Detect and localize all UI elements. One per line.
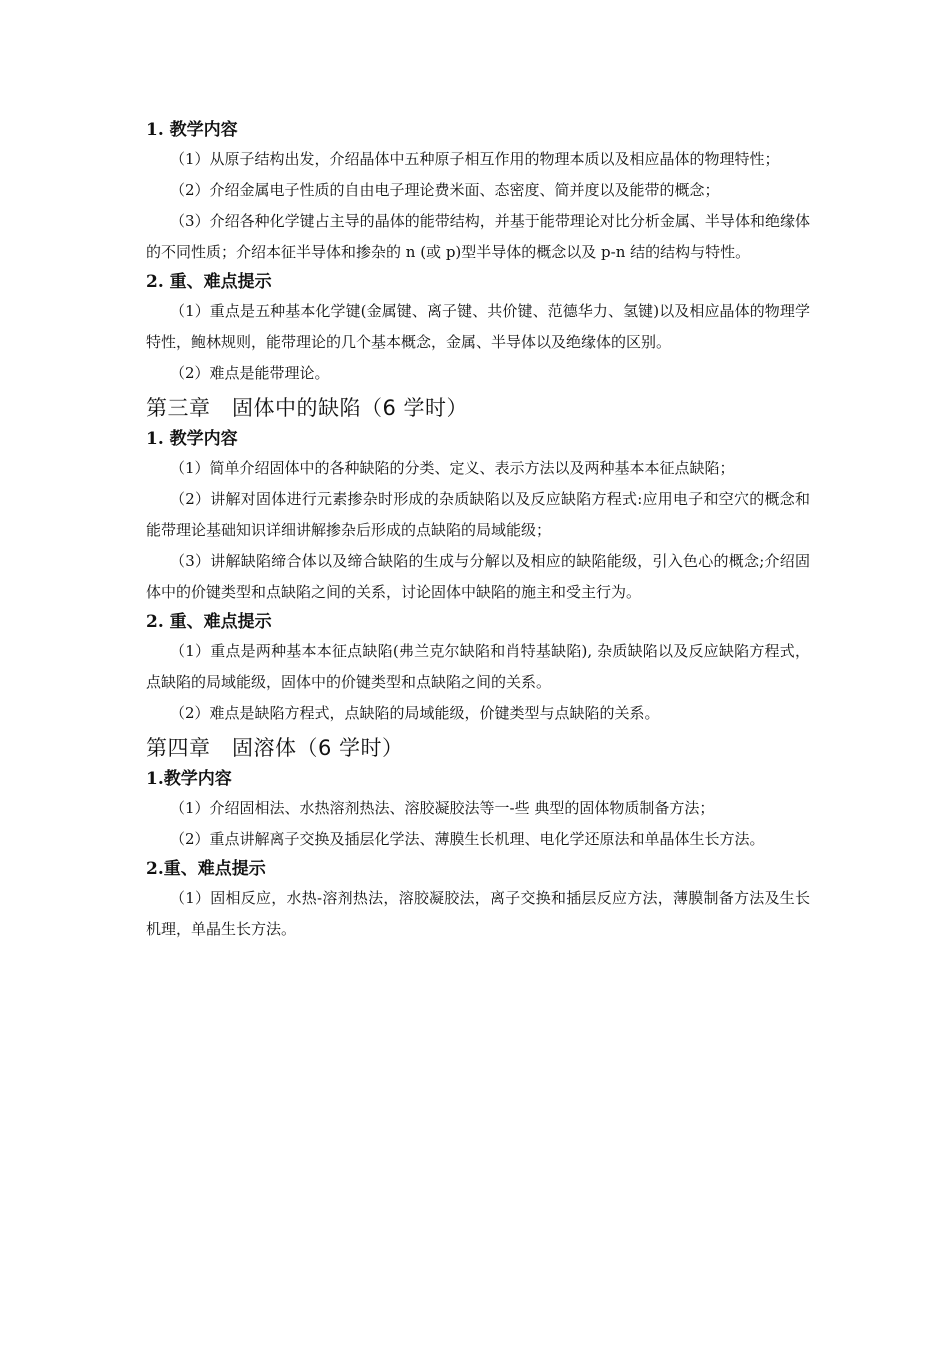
section-heading-key-points: 2. 重、难点提示 bbox=[146, 272, 272, 292]
paragraph: （2）重点讲解离子交换及插层化学法、薄膜生长机理、电化学还原法和单晶体生长方法。 bbox=[170, 830, 765, 848]
paragraph: （1）固相反应，水热-溶剂热法，溶胶凝胶法，离子交换和插层反应方法，薄膜制备方法及生长机理，单晶生长方法。 bbox=[146, 889, 810, 938]
paragraph: （2）难点是能带理论。 bbox=[170, 364, 330, 382]
section-heading-teaching-content: 1. 教学内容 bbox=[146, 429, 238, 449]
paragraph: （1）介绍固相法、水热溶剂热法、溶胶凝胶法等一-些 典型的固体物质制备方法； bbox=[170, 799, 715, 817]
section-heading-teaching-content: 1. 教学内容 bbox=[146, 120, 238, 140]
chapter-title-3: 第三章 固体中的缺陷（6 学时） bbox=[146, 396, 469, 420]
paragraph: （3）介绍各种化学键占主导的晶体的能带结构，并基于能带理论对比分析金属、半导体和绝缘体的不同性质；介绍本征半导体和掺杂的 n (或 p)型半导体的概念以及 p-n 结的结构与特性。 bbox=[146, 212, 810, 261]
document-page bbox=[146, 116, 810, 945]
section-heading-key-points: 2.重、难点提示 bbox=[146, 859, 266, 879]
paragraph: （2）介绍金属电子性质的自由电子理论费米面、态密度、简并度以及能带的概念； bbox=[170, 181, 720, 199]
section-heading-teaching-content: 1.教学内容 bbox=[146, 769, 232, 789]
paragraph: （1）重点是两种基本本征点缺陷(弗兰克尔缺陷和肖特基缺陷), 杂质缺陷以及反应缺陷方程式，点缺陷的局域能级，固体中的价键类型和点缺陷之间的关系。 bbox=[146, 642, 810, 691]
paragraph: （2）讲解对固体进行元素掺杂时形成的杂质缺陷以及反应缺陷方程式:应用电子和空穴的概念和能带理论基础知识详细讲解掺杂后形成的点缺陷的局域能级； bbox=[146, 490, 810, 539]
paragraph: （2）难点是缺陷方程式，点缺陷的局域能级，价键类型与点缺陷的关系。 bbox=[170, 704, 660, 722]
paragraph: （1）重点是五种基本化学键(金属键、离子键、共价键、范德华力、氢键)以及相应晶体的物理学特性，鲍林规则，能带理论的几个基本概念，金属、半导体以及绝缘体的区别。 bbox=[146, 302, 810, 351]
paragraph: （1）简单介绍固体中的各种缺陷的分类、定义、表示方法以及两种基本本征点缺陷； bbox=[170, 459, 735, 477]
section-heading-key-points: 2. 重、难点提示 bbox=[146, 612, 272, 632]
paragraph: （3）讲解缺陷缔合体以及缔合缺陷的生成与分解以及相应的缺陷能级，引入色心的概念;介绍固体中的价键类型和点缺陷之间的关系，讨论固体中缺陷的施主和受主行为。 bbox=[146, 552, 810, 601]
paragraph: （1）从原子结构出发，介绍晶体中五种原子相互作用的物理本质以及相应晶体的物理特性； bbox=[170, 150, 780, 168]
chapter-title-4: 第四章 固溶体（6 学时） bbox=[146, 736, 404, 760]
